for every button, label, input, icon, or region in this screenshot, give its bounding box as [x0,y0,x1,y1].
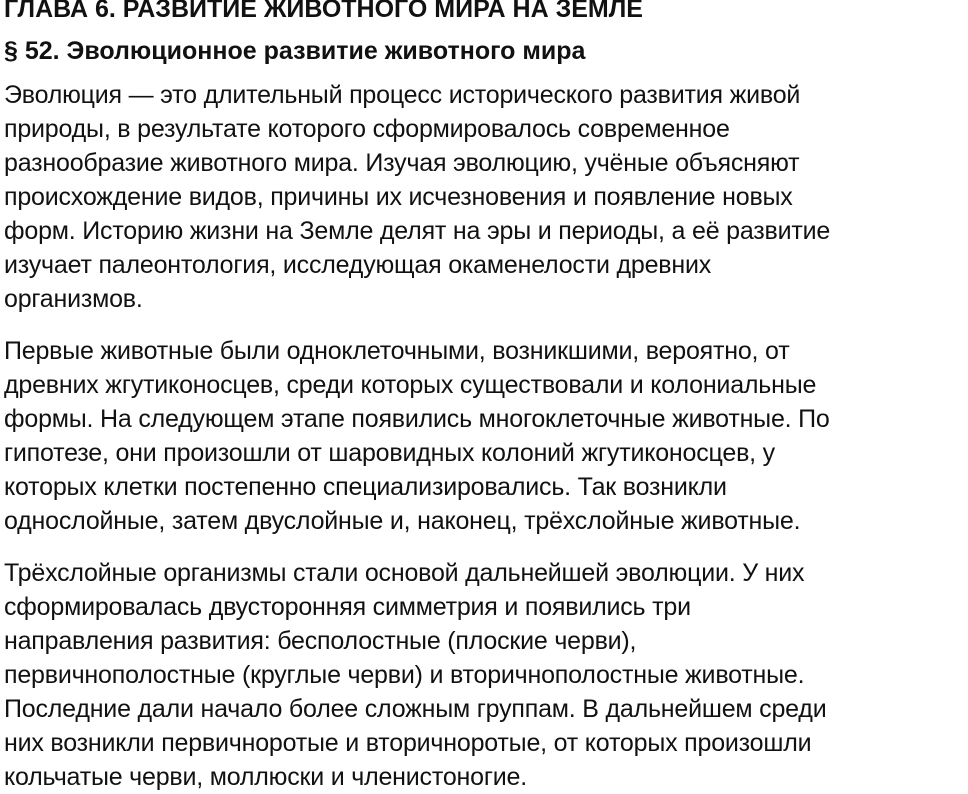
paragraph-line: Трёхслойные организмы стали основой дальнейшей эволюции. У них [4,559,805,587]
paragraph-line: природы, в результате которого сформировалось современное [4,115,730,143]
paragraph-line: однослойные, затем двуслойные и, наконец, трёхслойные животные. [4,507,801,535]
document-page [4,0,966,794]
paragraph-line: них возникли первичноротые и вторичноротые, от которых произошли [4,729,812,757]
paragraph-line: Последние дали начало более сложным группам. В дальнейшем среди [4,695,827,723]
paragraph-line: направления развития: бесполостные (плоские черви), [4,627,637,655]
paragraph-line: происхождение видов, причины их исчезновения и появление новых [4,183,793,211]
chapter-title: ГЛАВА 6. РАЗВИТИЕ ЖИВОТНОГО МИРА НА ЗЕМЛЕ [4,0,643,23]
paragraph-line: Эволюция — это длительный процесс исторического развития живой [4,81,801,109]
paragraph-line: сформировалась двусторонняя симметрия и появились три [4,593,691,621]
paragraph-line: древних жгутиконосцев, среди которых существовали и колониальные [4,371,817,399]
paragraph-line: Первые животные были одноклеточными, возникшими, вероятно, от [4,337,790,365]
paragraph-line: изучает палеонтология, исследующая окаменелости древних [4,251,712,279]
paragraph-2 [4,334,966,538]
paragraph-line: кольчатые черви, моллюски и членистоногие. [4,763,527,791]
paragraph-line: форм. Историю жизни на Земле делят на эры и периоды, а её развитие [4,217,831,245]
section-title: § 52. Эволюционное развитие животного мира [4,37,586,65]
paragraph-line: гипотезе, они произошли от шаровидных колоний жгутиконосцев, у [4,439,775,467]
paragraph-3 [4,556,966,794]
paragraph-1 [4,78,966,316]
paragraph-line: первичнополостные (круглые черви) и вторичнополостные животные. [4,661,805,689]
paragraph-line: организмов. [4,285,143,313]
paragraph-line: формы. На следующем этапе появились многоклеточные животные. По [4,405,830,433]
paragraph-line: разнообразие животного мира. Изучая эволюцию, учёные объясняют [4,149,800,177]
paragraph-line: которых клетки постепенно специализировались. Так возникли [4,473,727,501]
